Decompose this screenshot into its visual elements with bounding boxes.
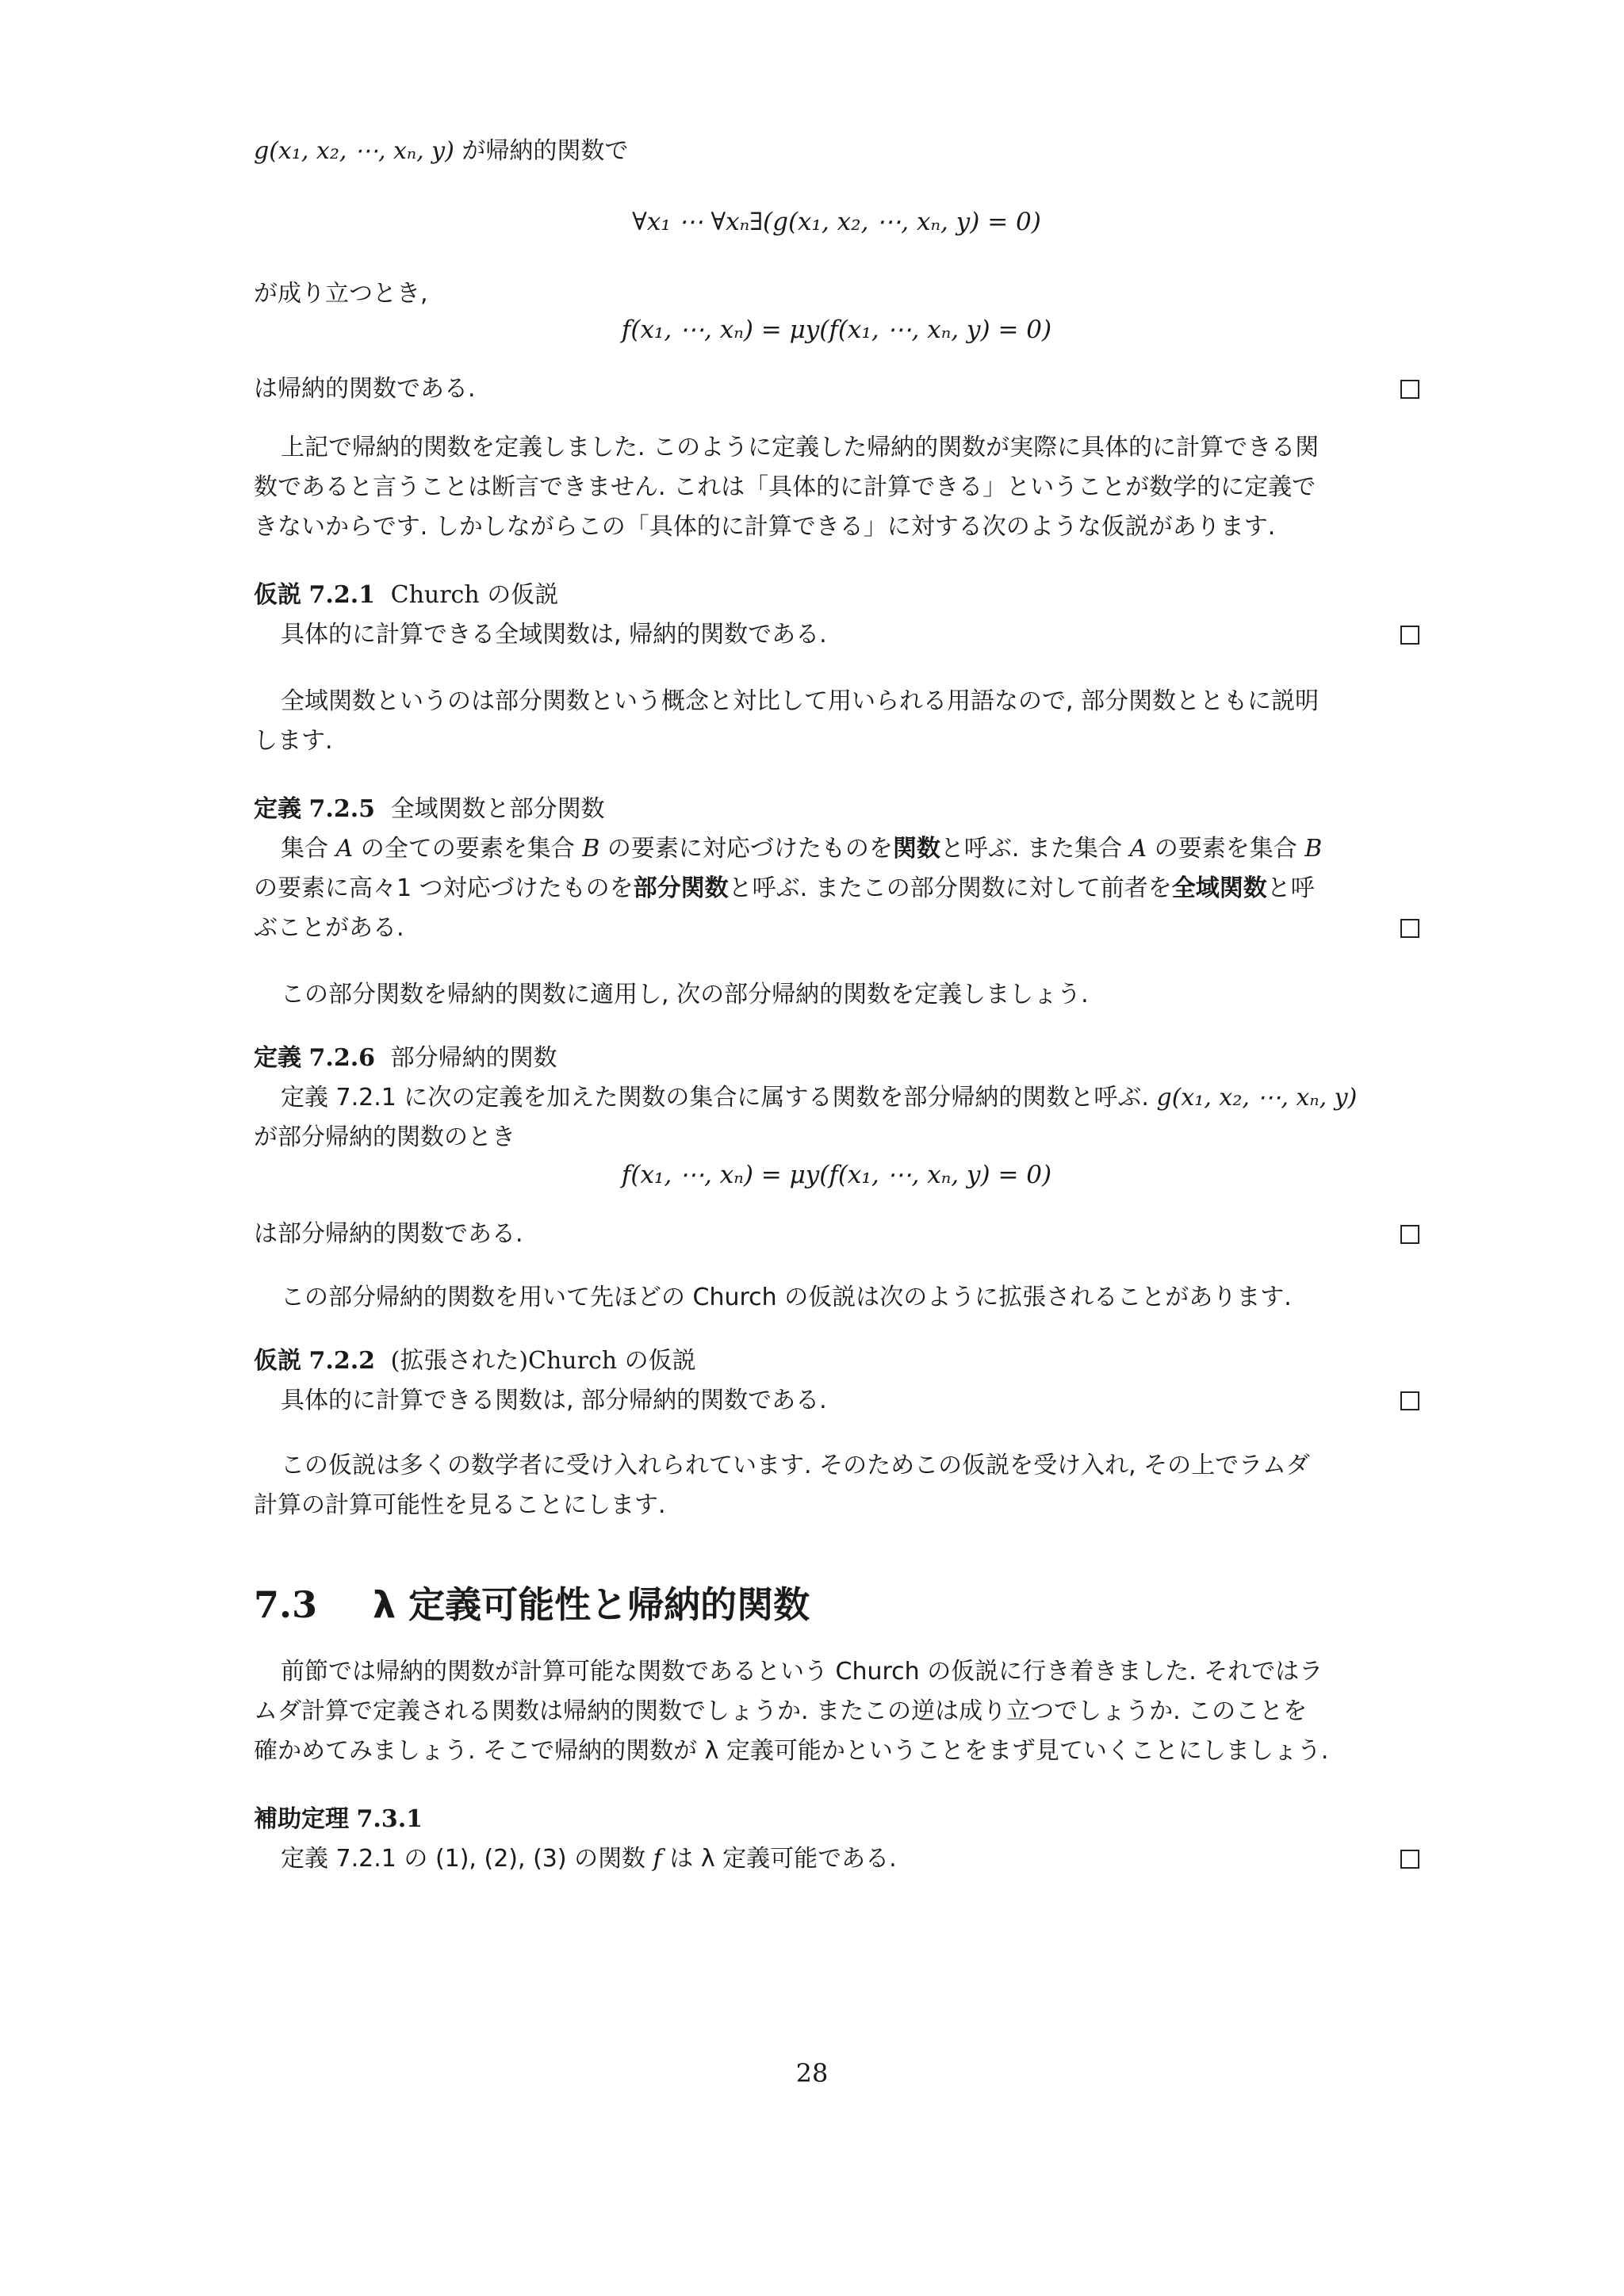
math-inline: g(x₁, x₂, ⋯, xₙ, y) xyxy=(254,137,454,165)
text-line: が成り立つとき, xyxy=(254,280,428,308)
definition-body-line: が部分帰納的関数のとき xyxy=(254,1123,515,1151)
hypothesis-body: 具体的に計算できる全域関数は, 帰納的関数である. xyxy=(281,621,827,649)
hypothesis-heading: 仮説 7.2.2 (拡張された)Church の仮説 xyxy=(254,1347,696,1375)
definition-body-line: は部分帰納的関数である. xyxy=(254,1220,523,1248)
qed-symbol xyxy=(1400,626,1419,645)
paragraph-line: 上記で帰納的関数を定義しました. このように定義した帰納的関数が実際に具体的に計算できる関 xyxy=(281,434,1320,461)
paragraph-line: この仮説は多くの数学者に受け入れられています. そのためこの仮説を受け入れ, その上でラムダ xyxy=(281,1452,1310,1479)
paragraph-line: 計算の計算可能性を見ることにします. xyxy=(254,1491,666,1519)
paragraph-line: 数であると言うことは断言できません. これは「具体的に計算できる」ということが数学的に定義で xyxy=(254,473,1316,501)
definition-heading: 定義 7.2.5 全域関数と部分関数 xyxy=(254,795,605,823)
paragraph-line: ムダ計算で定義される関数は帰納的関数でしょうか. またこの逆は成り立つでしょうか. このことを xyxy=(254,1697,1308,1725)
page-number: 28 xyxy=(795,2058,829,2088)
definition-body-line: ぶことがある. xyxy=(254,914,404,942)
paragraph-line: します. xyxy=(254,727,333,755)
qed-symbol xyxy=(1400,919,1419,938)
display-equation: f(x₁, ⋯, xₙ) = μy(f(x₁, ⋯, xₙ, y) = 0) xyxy=(621,1161,1052,1189)
definition-heading: 定義 7.2.6 部分帰納的関数 xyxy=(254,1044,557,1072)
qed-symbol xyxy=(1400,380,1419,399)
qed-symbol xyxy=(1400,1850,1419,1869)
definition-body-line: の要素に高々1 つ対応づけたものを部分関数と呼ぶ. またこの部分関数に対して前者を全域関数と呼 xyxy=(254,874,1315,902)
lemma-heading: 補助定理 7.3.1 xyxy=(254,1805,423,1833)
display-equation: ∀x₁ ⋯ ∀xₙ∃(g(x₁, x₂, ⋯, xₙ, y) = 0) xyxy=(632,208,1041,236)
paragraph-line: この部分関数を帰納的関数に適用し, 次の部分帰納的関数を定義しましょう. xyxy=(281,981,1089,1008)
text-line: g(x₁, x₂, ⋯, xₙ, y) が帰納的関数で xyxy=(254,137,629,165)
qed-symbol xyxy=(1400,1225,1419,1244)
paragraph-line: 前節では帰納的関数が計算可能な関数であるという Church の仮説に行き着きました. それではラ xyxy=(281,1658,1323,1686)
lemma-body: 定義 7.2.1 の (1), (2), (3) の関数 f は λ 定義可能である. xyxy=(281,1845,897,1873)
display-equation: f(x₁, ⋯, xₙ) = μy(f(x₁, ⋯, xₙ, y) = 0) xyxy=(621,316,1052,344)
text-line: は帰納的関数である. xyxy=(254,375,476,403)
hypothesis-body: 具体的に計算できる関数は, 部分帰納的関数である. xyxy=(281,1387,827,1414)
definition-body-line: 定義 7.2.1 に次の定義を加えた関数の集合に属する関数を部分帰納的関数と呼ぶ. g(x₁, x₂, ⋯, xₙ, y) xyxy=(281,1084,1358,1112)
paragraph-line: きないからです. しかしながらこの「具体的に計算できる」に対する次のような仮説があります. xyxy=(254,513,1276,541)
section-heading: 7.3 λ 定義可能性と帰納的関数 xyxy=(254,1583,810,1626)
paragraph-line: 確かめてみましょう. そこで帰納的関数が λ 定義可能かということをまず見ていくことにしましょう. xyxy=(254,1737,1329,1765)
paragraph-line: この部分帰納的関数を用いて先ほどの Church の仮説は次のように拡張されることがあります. xyxy=(281,1284,1292,1311)
qed-symbol xyxy=(1400,1391,1419,1410)
paragraph-line: 全域関数というのは部分関数という概念と対比して用いられる用語なので, 部分関数とともに説明 xyxy=(281,687,1320,715)
hypothesis-heading: 仮説 7.2.1 Church の仮説 xyxy=(254,581,559,609)
definition-body-line: 集合 A の全ての要素を集合 B の要素に対応づけたものを関数と呼ぶ. また集合 A の要素を集合 B xyxy=(281,835,1323,863)
